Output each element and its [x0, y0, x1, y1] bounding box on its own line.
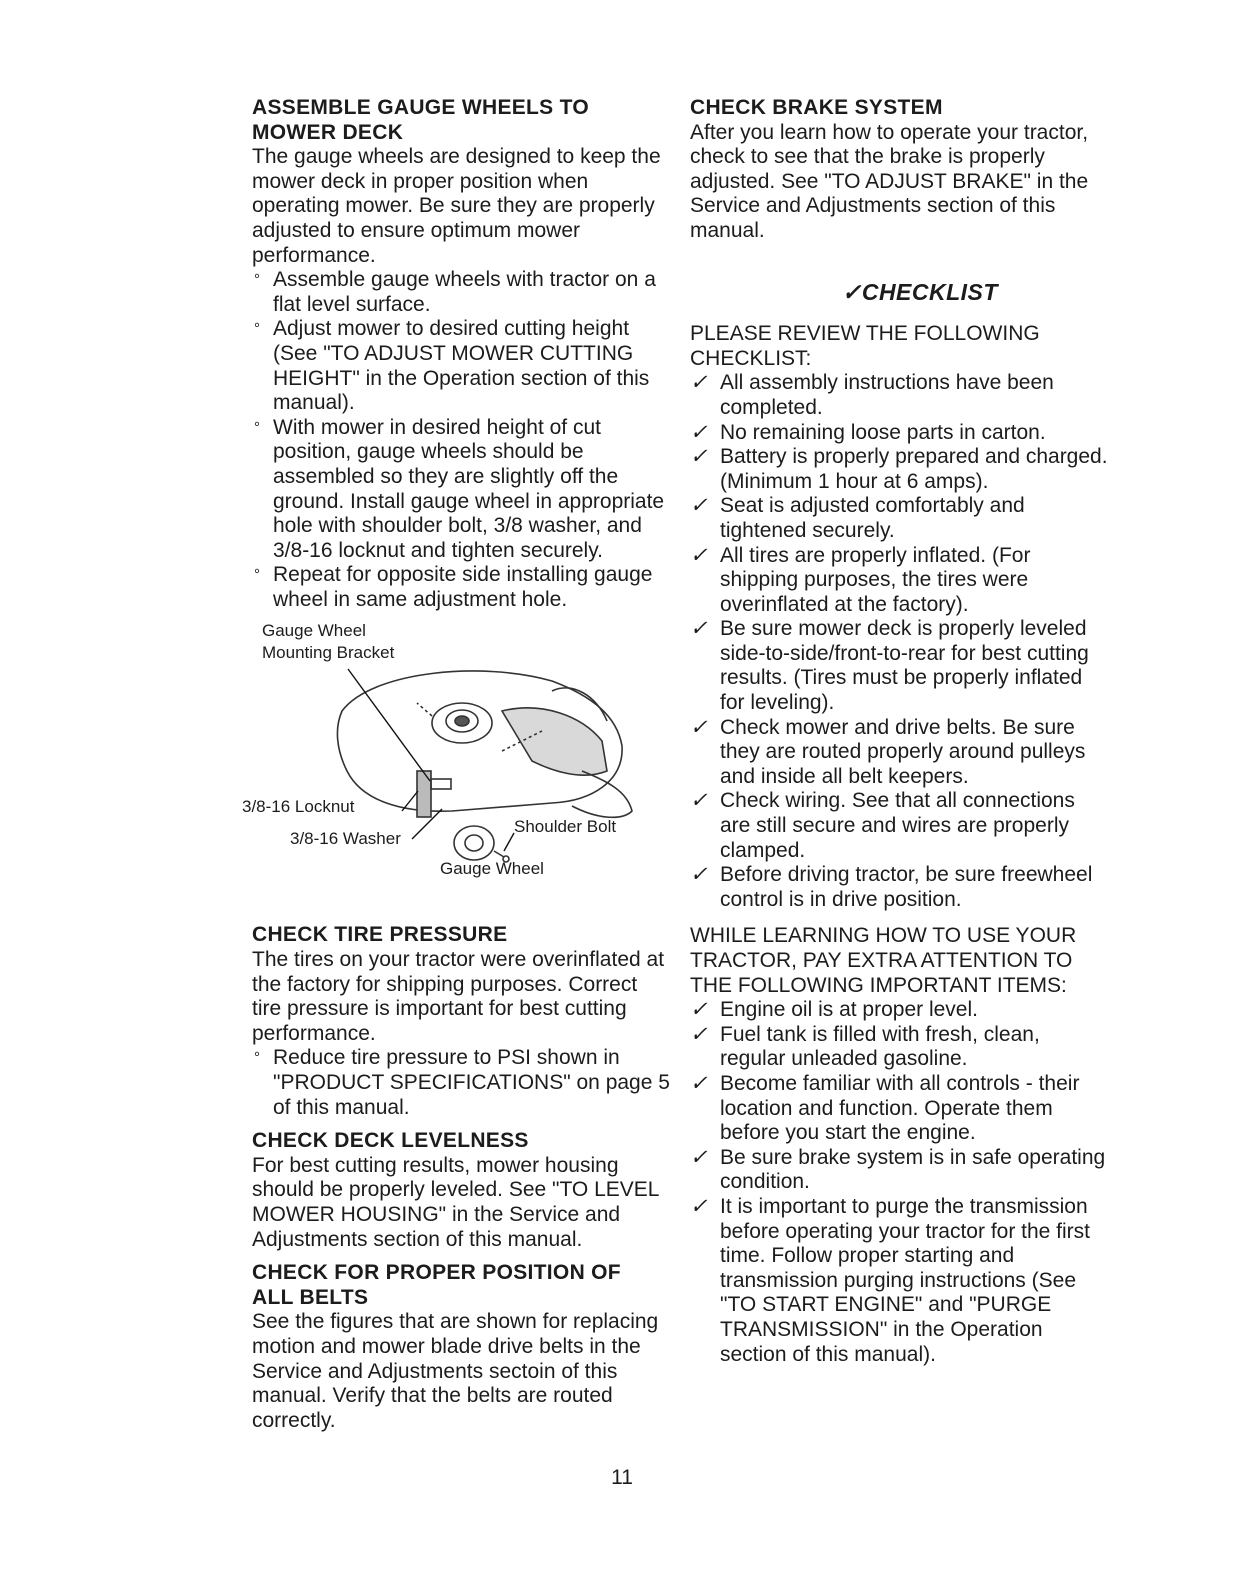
list-item [690, 716, 1110, 790]
checklist-item-text: Check wiring. See that all connections are still secure and wires are properly clamped. [720, 789, 1075, 862]
check-icon: ✓ [690, 1194, 708, 1218]
learning-item-text: Fuel tank is filled with fresh, clean, regular unleaded gasoline. [720, 1022, 1040, 1071]
check-icon: ✓ [690, 494, 708, 518]
label-bracket-line1: Gauge Wheel [262, 621, 366, 641]
check-icon: ✓ [690, 1071, 708, 1095]
checklist-title-text: CHECKLIST [861, 278, 998, 305]
list-item [690, 1023, 1110, 1072]
label-shoulder-bolt: Shoulder Bolt [514, 817, 617, 837]
check-icon: ✓ [690, 1022, 708, 1046]
gauge-wheel-figure [242, 621, 672, 911]
assemble-heading-line2: MOWER DECK [252, 120, 404, 144]
learning-list [690, 998, 1110, 1367]
check-icon: ✓ [690, 998, 708, 1022]
belts-heading-line2: ALL BELTS [252, 1285, 369, 1309]
checklist-item-text: All tires are properly inflated. (For shipping purposes, the tires were overinflated at the factory). [720, 543, 1031, 616]
bullet-icon: ° [254, 271, 260, 289]
assemble-bullet-list [252, 268, 672, 612]
check-icon: ✓ [690, 420, 708, 444]
list-item [690, 494, 1110, 543]
bullet-icon: ° [254, 1049, 260, 1067]
brake-section [690, 96, 1110, 244]
list-item [690, 789, 1110, 863]
label-locknut: 3/8-16 Locknut [242, 797, 355, 817]
deck-body: For best cutting results, mower housing should be properly leveled. See "TO LEVEL MOWER HOUSING" in the Service and Adjustments section of this manual. [252, 1153, 659, 1251]
list-item [690, 445, 1110, 494]
check-icon: ✓ [690, 445, 708, 469]
check-icon: ✓ [690, 789, 708, 813]
list-item [252, 416, 672, 564]
tire-body: The tires on your tractor were overinflated at the factory for shipping purposes. Correct tire pressure is important for best cutting performance. [252, 948, 665, 1045]
checklist-item-text: No remaining loose parts in carton. [720, 420, 1046, 444]
list-item [252, 563, 672, 612]
bullet-icon: ° [254, 566, 260, 584]
checklist-item-text: Battery is properly prepared and charged. (Minimum 1 hour at 6 amps). [720, 445, 1108, 493]
list-item [690, 1195, 1110, 1367]
learning-item-text: Become familiar with all controls - their location and function. Operate them before you start the engine. [720, 1071, 1080, 1145]
belts-body: See the figures that are shown for replacing motion and mower blade drive belts in the Service and Adjustments sectoin of this manual. Verify that the belts are routed correctly. [252, 1310, 659, 1432]
list-item [690, 544, 1110, 618]
right-column [690, 96, 1110, 1367]
bullet-text: Assemble gauge wheels with tractor on a flat level surface. [273, 268, 656, 316]
list-item [252, 268, 672, 317]
bullet-text: With mower in desired height of cut position, gauge wheels should be assembled so they are slightly off the ground. Install gauge wheel in appropriate hole with shoulder bolt, 3/8 washer, and 3/8-16 locknut and tighten securely. [273, 415, 665, 562]
learning-item-text: Engine oil is at proper level. [720, 998, 978, 1022]
list-item [690, 371, 1110, 420]
tire-bullet-list [252, 1046, 672, 1120]
checklist-item-text: All assembly instructions have been completed. [720, 371, 1054, 419]
deck-heading: CHECK DECK LEVELNESS [252, 1129, 529, 1153]
page-number: 11 [611, 1466, 633, 1489]
check-icon: ✓ [690, 543, 708, 567]
label-bracket-line2: Mounting Bracket [262, 643, 395, 663]
list-item [690, 1072, 1110, 1146]
checklist-item-text: Be sure mower deck is properly leveled side-to-side/front-to-rear for best cutting results. (Tires must be properly inflated for leveling). [720, 617, 1089, 715]
brake-body: After you learn how to operate your tractor, check to see that the brake is properly adjusted. See "TO ADJUST BRAKE" in the Service and Adjustments section of this manual. [690, 120, 1089, 242]
list-item [690, 863, 1110, 912]
checklist-title [730, 280, 1110, 305]
belts-section [252, 1261, 672, 1433]
bullet-text: Adjust mower to desired cutting height (See "TO ADJUST MOWER CUTTING HEIGHT" in the Operation section of this manual). [273, 317, 650, 415]
label-gauge-wheel: Gauge Wheel [440, 859, 544, 879]
learning-item-text: It is important to purge the transmission before operating your tractor for the first time. Follow proper starting and transmission purging instructions (See "TO START ENGINE" and "PURGE TRANSMISSION" in the Operation section of this manual). [720, 1194, 1091, 1366]
list-item [252, 317, 672, 415]
check-icon: ✓ [690, 863, 708, 887]
left-column [242, 96, 672, 1442]
learning-intro: WHILE LEARNING HOW TO USE YOUR TRACTOR, PAY EXTRA ATTENTION TO THE FOLLOWING IMPORTANT ITEMS: [690, 924, 1077, 997]
deck-section [252, 1129, 672, 1252]
checklist-item-text: Check mower and drive belts. Be sure they are routed properly around pulleys and inside all belt keepers. [720, 715, 1086, 788]
tire-section [252, 923, 672, 1120]
checklist-item-text: Before driving tractor, be sure freewheel control is in drive position. [720, 863, 1093, 911]
check-icon: ✓ [690, 715, 708, 739]
assemble-body: The gauge wheels are designed to keep the mower deck in proper position when operating mower. Be sure they are properly adjusted to ensure optimum mower performance. [252, 145, 661, 267]
assemble-heading-line1: ASSEMBLE GAUGE WHEELS TO [252, 96, 590, 119]
list-item [690, 617, 1110, 715]
assemble-section [252, 96, 672, 612]
list-item [690, 998, 1110, 1023]
check-icon: ✓ [690, 371, 708, 395]
tire-heading: CHECK TIRE PRESSURE [252, 923, 508, 947]
check-icon: ✓ [690, 1145, 708, 1169]
bullet-text: Reduce tire pressure to PSI shown in "PRODUCT SPECIFICATIONS" on page 5 of this manual. [273, 1046, 670, 1119]
check-icon: ✓ [690, 617, 708, 641]
label-washer: 3/8-16 Washer [290, 829, 401, 849]
list-item [252, 1046, 672, 1120]
checklist-intro: PLEASE REVIEW THE FOLLOWING CHECKLIST: [690, 322, 1040, 370]
bullet-icon: ° [254, 320, 260, 338]
belts-heading-line1: CHECK FOR PROPER POSITION OF [252, 1261, 621, 1285]
learning-item-text: Be sure brake system is in safe operating condition. [720, 1145, 1106, 1194]
checklist-list [690, 371, 1110, 912]
bullet-text: Repeat for opposite side installing gauge wheel in same adjustment hole. [273, 563, 653, 611]
check-icon: ✓ [842, 278, 862, 305]
brake-heading: CHECK BRAKE SYSTEM [690, 96, 943, 119]
list-item [690, 1146, 1110, 1195]
list-item [690, 421, 1110, 446]
bullet-icon: ° [254, 418, 260, 436]
checklist-item-text: Seat is adjusted comfortably and tightened securely. [720, 494, 1025, 542]
